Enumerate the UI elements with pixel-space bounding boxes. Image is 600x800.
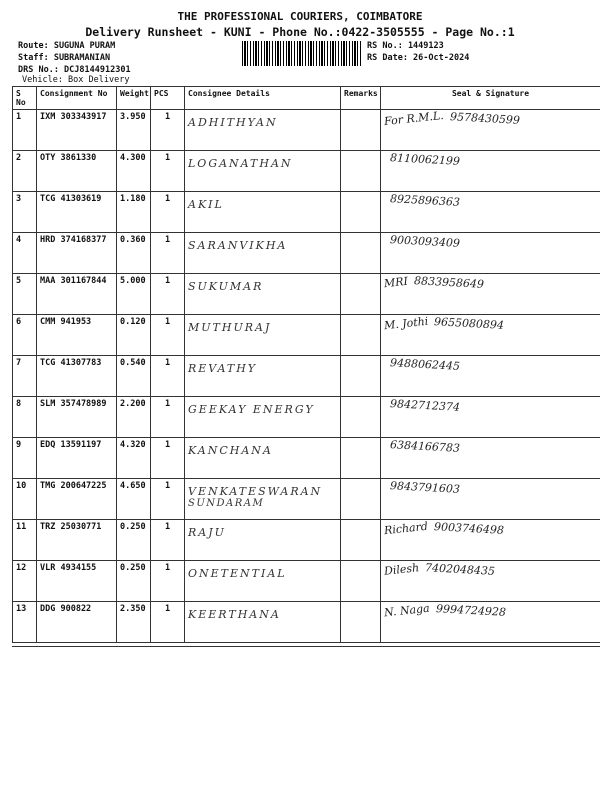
row-pcs: 1 xyxy=(151,110,185,151)
row-consignment-no: TRZ 25030771 xyxy=(37,520,117,561)
consignee-name: KEERTHANA xyxy=(188,608,281,621)
row-pcs: 1 xyxy=(151,315,185,356)
consignee-name: ADHITHYAN xyxy=(188,116,278,129)
row-sno: 4 xyxy=(13,233,37,274)
rs-number: RS No.: 1449123 xyxy=(367,41,444,51)
row-pcs: 1 xyxy=(151,192,185,233)
row-remarks xyxy=(341,520,381,561)
row-consignment-no: SLM 357478989 xyxy=(37,397,117,438)
row-sno: 11 xyxy=(13,520,37,561)
vehicle-label: Vehicle: Box Delivery xyxy=(22,75,130,85)
row-consignee xyxy=(185,274,341,315)
row-consignment-no: MAA 301167844 xyxy=(37,274,117,315)
row-weight: 0.250 xyxy=(117,561,151,602)
row-remarks xyxy=(341,397,381,438)
row-remarks xyxy=(341,274,381,315)
row-remarks xyxy=(341,356,381,397)
row-consignee xyxy=(185,602,341,643)
row-signature xyxy=(381,438,600,479)
table-row xyxy=(13,192,600,233)
row-weight: 4.300 xyxy=(117,151,151,192)
consignee-name: ONETENTIAL xyxy=(188,567,287,580)
row-consignment-no: TMG 200647225 xyxy=(37,479,117,520)
consignee-name: KANCHANA xyxy=(188,444,273,457)
col-pcs: PCS xyxy=(151,87,185,110)
row-consignee xyxy=(185,356,341,397)
table-row xyxy=(13,397,600,438)
row-weight: 0.250 xyxy=(117,520,151,561)
row-weight: 0.540 xyxy=(117,356,151,397)
row-pcs: 1 xyxy=(151,151,185,192)
row-remarks xyxy=(341,233,381,274)
row-remarks xyxy=(341,561,381,602)
signature-phone: 9578430599 xyxy=(449,110,521,127)
row-remarks xyxy=(341,110,381,151)
row-weight: 3.950 xyxy=(117,110,151,151)
table-row xyxy=(13,561,600,602)
row-sno: 7 xyxy=(13,356,37,397)
row-signature xyxy=(381,315,600,356)
row-consignment-no: EDQ 13591197 xyxy=(37,438,117,479)
table-row xyxy=(13,356,600,397)
row-weight: 4.650 xyxy=(117,479,151,520)
row-signature xyxy=(381,356,600,397)
row-consignment-no: TCG 41307783 xyxy=(37,356,117,397)
signature-phone: 9843791603 xyxy=(389,479,461,496)
signature-name: MRI xyxy=(383,274,409,291)
row-pcs: 1 xyxy=(151,233,185,274)
row-consignment-no: CMM 941953 xyxy=(37,315,117,356)
staff-label: Staff: SUBRAMANIAN xyxy=(18,53,111,63)
row-signature xyxy=(381,602,600,643)
row-pcs: 1 xyxy=(151,520,185,561)
consignee-name: GEEKAY ENERGY xyxy=(188,403,315,416)
company-title: THE PROFESSIONAL COURIERS, COIMBATORE xyxy=(177,10,423,23)
table-row xyxy=(13,315,600,356)
row-pcs: 1 xyxy=(151,356,185,397)
row-sno: 6 xyxy=(13,315,37,356)
signature-phone: 9842712374 xyxy=(389,397,461,414)
consignee-name: MUTHURAJ xyxy=(188,321,272,334)
row-pcs: 1 xyxy=(151,602,185,643)
col-sno: S No xyxy=(13,87,37,110)
row-remarks xyxy=(341,602,381,643)
signature-phone: 9994724928 xyxy=(435,602,506,619)
row-sno: 9 xyxy=(13,438,37,479)
runsheet-title: Delivery Runsheet - KUNI - Phone No.:0422-3505555 - Page No.:1 xyxy=(85,25,515,39)
row-pcs: 1 xyxy=(151,479,185,520)
consignee-name: SUKUMAR xyxy=(188,280,264,293)
row-signature xyxy=(381,274,600,315)
row-consignee xyxy=(185,151,341,192)
table-row xyxy=(13,233,600,274)
col-consignee: Consignee Details xyxy=(185,87,341,110)
row-remarks xyxy=(341,192,381,233)
row-weight: 1.180 xyxy=(117,192,151,233)
row-pcs: 1 xyxy=(151,397,185,438)
col-remarks: Remarks xyxy=(341,87,381,110)
row-remarks xyxy=(341,151,381,192)
signature-phone: 9003093409 xyxy=(389,233,461,250)
row-signature xyxy=(381,151,600,192)
row-consignment-no: IXM 303343917 xyxy=(37,110,117,151)
row-weight: 5.000 xyxy=(117,274,151,315)
row-sno: 12 xyxy=(13,561,37,602)
row-consignment-no: HRD 374168377 xyxy=(37,233,117,274)
row-weight: 4.320 xyxy=(117,438,151,479)
signature-phone: 7402048435 xyxy=(424,561,496,578)
row-consignee xyxy=(185,233,341,274)
signature-phone: 8833958649 xyxy=(413,274,485,291)
row-consignee xyxy=(185,192,341,233)
row-weight: 0.360 xyxy=(117,233,151,274)
drs-number: DRS No.: DCJ8144912301 xyxy=(18,65,131,75)
table-row xyxy=(13,520,600,561)
table-row xyxy=(13,438,600,479)
table-row xyxy=(13,479,600,520)
table-row xyxy=(13,110,600,151)
signature-name: N. Naga xyxy=(383,601,431,620)
row-consignee xyxy=(185,438,341,479)
row-sno: 2 xyxy=(13,151,37,192)
row-consignee xyxy=(185,561,341,602)
row-consignment-no: OTY 3861330 xyxy=(37,151,117,192)
row-signature xyxy=(381,110,600,151)
consignee-name-line2: SUNDARAM xyxy=(188,498,265,509)
row-signature xyxy=(381,233,600,274)
consignee-name: RAJU xyxy=(188,526,226,539)
row-sno: 1 xyxy=(13,110,37,151)
consignee-name: VENKATESWARAN xyxy=(188,485,323,498)
route-label: Route: SUGUNA PURAM xyxy=(18,41,116,51)
row-signature xyxy=(381,192,600,233)
row-pcs: 1 xyxy=(151,274,185,315)
row-weight: 2.200 xyxy=(117,397,151,438)
row-remarks xyxy=(341,479,381,520)
row-pcs: 1 xyxy=(151,438,185,479)
consignee-name: LOGANATHAN xyxy=(188,157,293,170)
table-row xyxy=(13,151,600,192)
row-remarks xyxy=(341,315,381,356)
consignee-name: SARANVIKHA xyxy=(188,239,288,252)
row-consignee xyxy=(185,479,341,520)
signature-name: M. Jothi xyxy=(383,314,429,333)
rs-date: RS Date: 26-Oct-2024 xyxy=(367,53,470,63)
col-consignment: Consignment No xyxy=(37,87,117,110)
runsheet-table xyxy=(12,86,600,643)
row-consignee xyxy=(185,315,341,356)
signature-name: Richard xyxy=(383,519,429,538)
signature-phone: 9488062445 xyxy=(389,356,461,373)
row-consignee xyxy=(185,520,341,561)
row-consignee xyxy=(185,397,341,438)
col-signature: Seal & Signature xyxy=(381,87,600,110)
row-consignment-no: DDG 900822 xyxy=(37,602,117,643)
row-consignee xyxy=(185,110,341,151)
signature-name: For R.M.L. xyxy=(383,108,445,129)
row-consignment-no: TCG 41303619 xyxy=(37,192,117,233)
table-row xyxy=(13,602,600,643)
row-sno: 10 xyxy=(13,479,37,520)
row-sno: 5 xyxy=(13,274,37,315)
row-consignment-no: VLR 4934155 xyxy=(37,561,117,602)
signature-phone: 6384166783 xyxy=(389,438,461,455)
row-sno: 3 xyxy=(13,192,37,233)
row-signature xyxy=(381,561,600,602)
row-sno: 13 xyxy=(13,602,37,643)
row-signature xyxy=(381,479,600,520)
table-row xyxy=(13,274,600,315)
signature-phone: 8925896363 xyxy=(389,192,461,209)
signature-phone: 9003746498 xyxy=(433,520,505,537)
table-bottom-border xyxy=(12,646,600,647)
consignee-name: AKIL xyxy=(188,198,224,211)
signature-name: Dilesh xyxy=(383,561,420,578)
signature-phone: 8110062199 xyxy=(389,151,461,168)
row-weight: 0.120 xyxy=(117,315,151,356)
row-signature xyxy=(381,397,600,438)
col-weight: Weight xyxy=(117,87,151,110)
row-weight: 2.350 xyxy=(117,602,151,643)
row-remarks xyxy=(341,438,381,479)
consignee-name: REVATHY xyxy=(188,362,258,375)
row-sno: 8 xyxy=(13,397,37,438)
row-pcs: 1 xyxy=(151,561,185,602)
table-header-row xyxy=(13,87,600,110)
barcode-image xyxy=(242,41,362,66)
row-signature xyxy=(381,520,600,561)
signature-phone: 9655080894 xyxy=(434,315,505,332)
